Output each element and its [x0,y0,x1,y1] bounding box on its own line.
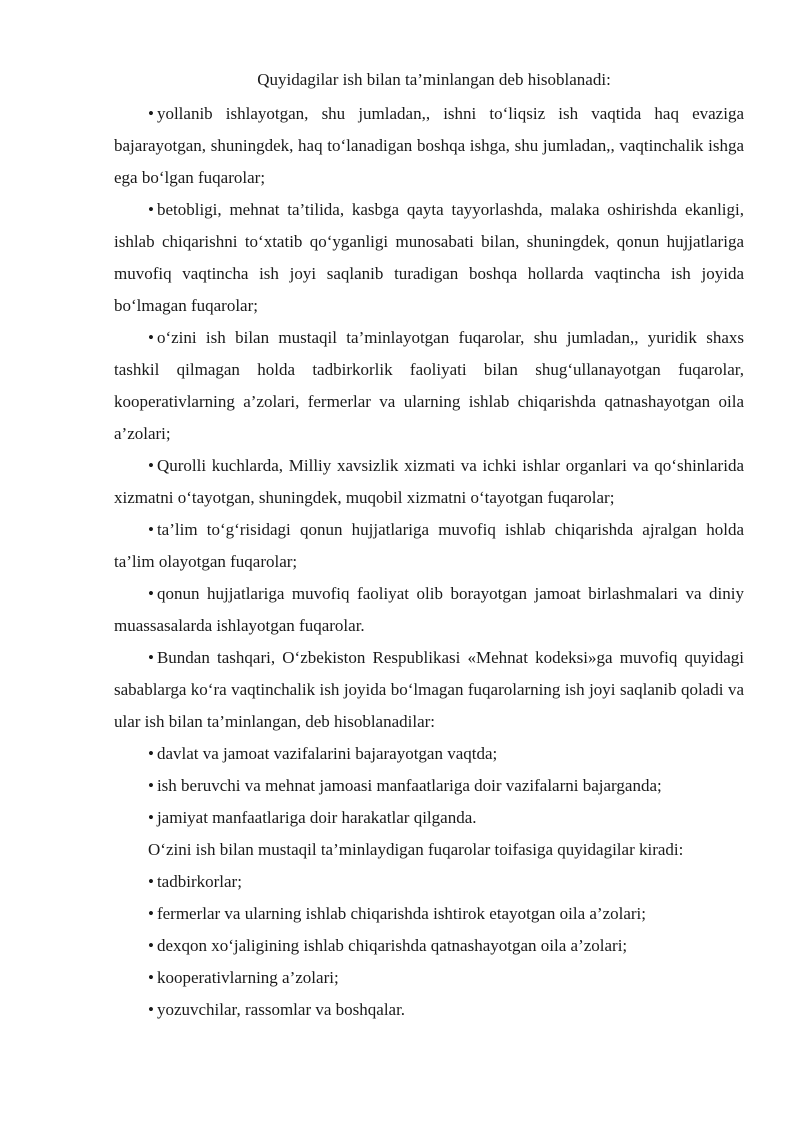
list-item: • betobligi, mehnat ta’tilida, kasbga qayta tayyorlashda, malaka oshirishda ekanligi, ishlab chiqarishni to‘xtatib qo‘yganligi munosabati bilan, shuningdek, qonun hujjatlariga muvofiq vaqtincha ish joyi saqlanib turadigan boshqa hollarda vaqtincha ish joyida bo‘lmagan fuqarolar; [114,194,744,322]
self-employed-intro: O‘zini ish bilan mustaqil ta’minlaydigan fuqarolar toifasiga quyidagilar kiradi: [148,840,684,859]
list-item: • qonun hujjatlariga muvofiq faoliyat olib borayotgan jamoat birlashmalari va diniy muassasalarda ishlayotgan fuqarolar. [114,578,744,642]
list-item: • Bundan tashqari, O‘zbekiston Respublikasi «Mehnat kodeksi»ga muvofiq quyidagi sabablarga ko‘ra vaqtinchalik ish joyida bo‘lmagan fuqarolarning ish joyi saqlanib qoladi va ular ish bilan ta’minlangan, deb hisoblanadilar: [114,642,744,738]
list-item: • ta’lim to‘g‘risidagi qonun hujjatlariga muvofiq ishlab chiqarishda ajralgan holda ta’lim olayotgan fuqarolar; [114,514,744,578]
list-item: • tadbirkorlar; [114,866,744,898]
list-item: • kooperativlarning a’zolari; [114,962,744,994]
list-item: • dexqon xo‘jaligining ishlab chiqarishda qatnashayotgan oila a’zolari; [114,930,744,962]
list-item: • jamiyat manfaatlariga doir harakatlar qilganda. [114,802,744,834]
page-heading: Quyidagilar ish bilan ta’minlangan deb hisoblanadi: [257,70,611,89]
list-item: • davlat va jamoat vazifalarini bajarayotgan vaqtda; [114,738,744,770]
list-item: • ish beruvchi va mehnat jamoasi manfaatlariga doir vazifalarni bajarganda; [114,770,744,802]
list-item: • yollanib ishlayotgan, shu jumladan,, ishni to‘liqsiz ish vaqtida haq evaziga bajarayotgan, shuningdek, haq to‘lanadigan boshqa ishga, shu jumladan,, vaqtinchalik ishga ega bo‘lgan fuqarolar; [114,98,744,194]
list-item: • Qurolli kuchlarda, Milliy xavsizlik xizmati va ichki ishlar organlari va qo‘shinlarida xizmatni o‘tayotgan, shuningdek, muqobil xizmatni o‘tayotgan fuqarolar; [114,450,744,514]
list-item: • o‘zini ish bilan mustaqil ta’minlayotgan fuqarolar, shu jumladan,, yuridik shaxs tashkil qilmagan holda tadbirkorlik faoliyati bilan shug‘ullanayotgan fuqarolar, kooperativlarning a’zolari, fermerlar va ularning ishlab chiqarishda qatnashayotgan oila a’zolari; [114,322,744,450]
list-item: • yozuvchilar, rassomlar va boshqalar. [114,994,744,1026]
list-item: • fermerlar va ularning ishlab chiqarishda ishtirok etayotgan oila a’zolari; [114,898,744,930]
